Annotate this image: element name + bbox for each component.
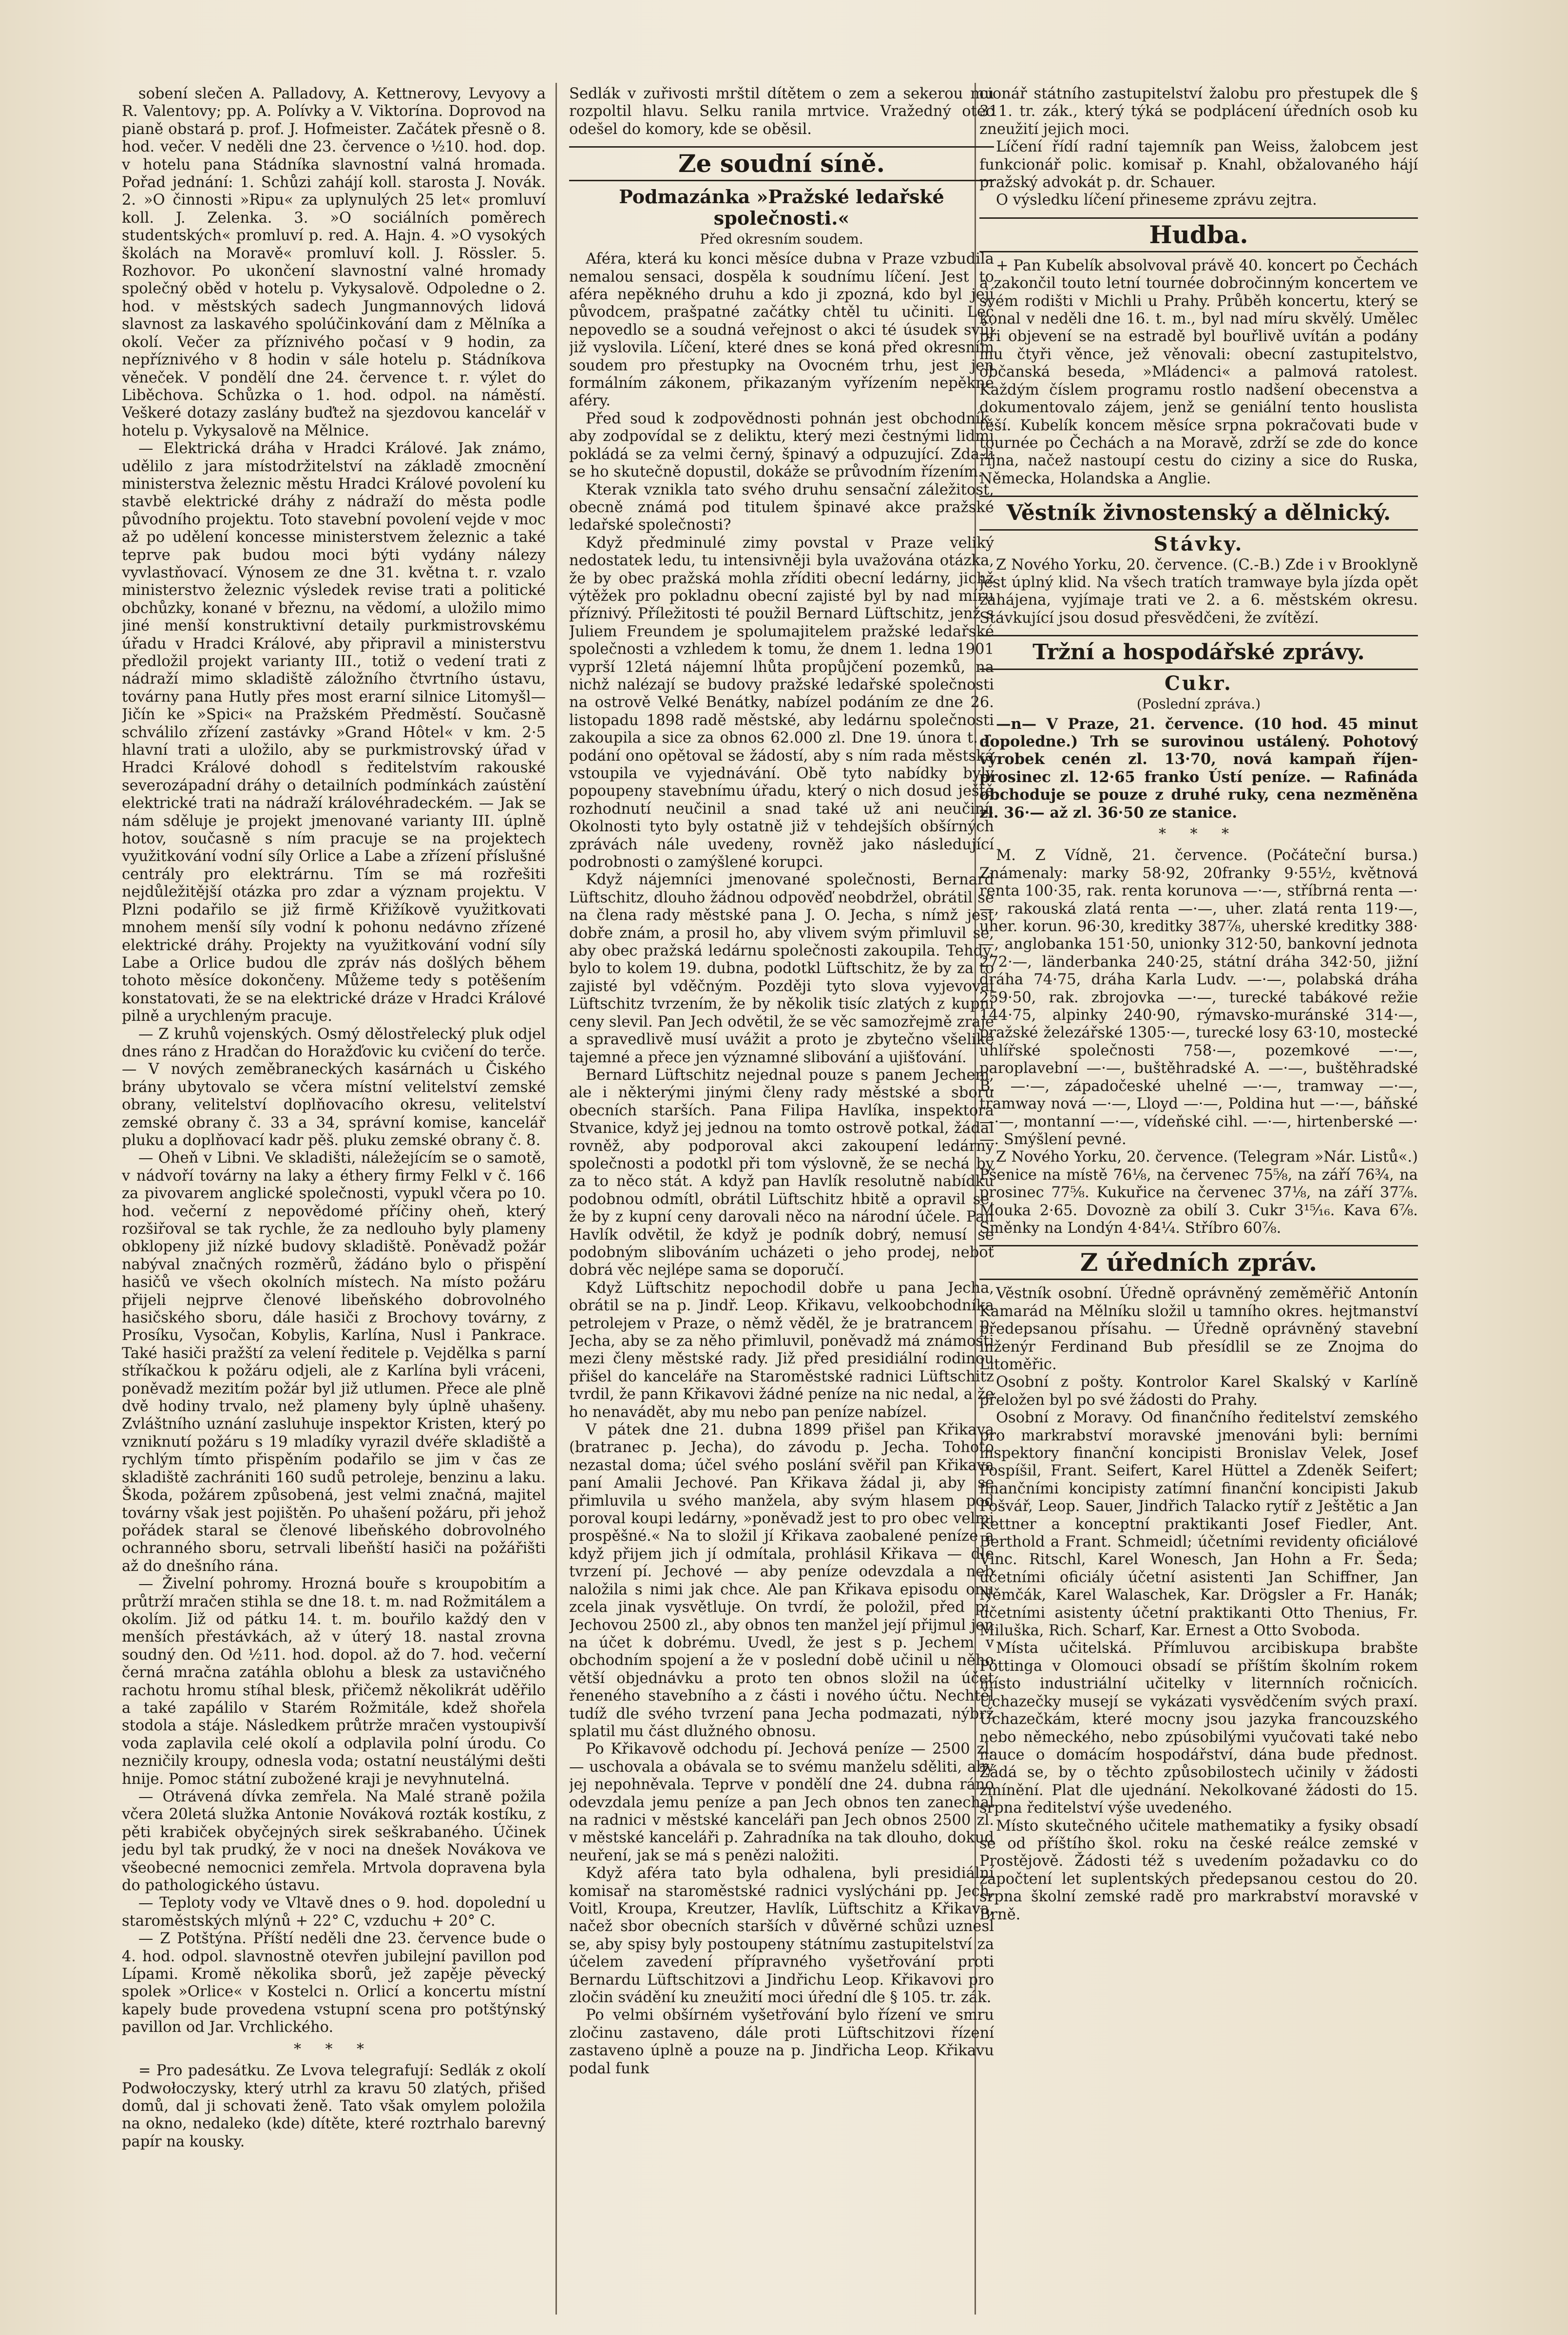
strikes-title: Stávky. xyxy=(1153,533,1244,556)
paragraph: Osobní z pošty. Kontrolor Karel Skalský v Karlíně přeložen byl po své žádosti do Prahy. xyxy=(979,1374,1418,1409)
paragraph: Když Lüftschitz nepochodil dobře u pana Jecha, obrátil se na p. Jindř. Leop. Křikavu, velkoobchodníka petrolejem v Praze, o němž věděl, že je bratrancem p. Jecha, aby se za něho přimluvil, poněvadž má známosti mezi členy městské rady. Již před presidiální rodinou přišel do kanceláře na Staroměstské radnici Lüftschitz tvrdil, že pann Křikavovi žádné peníze na nic nedal, a že ho nenavádět, aby mu nebo pan peníze nabízel. xyxy=(569,1279,994,1421)
paragraph: Z Nového Yorku, 20. července. (C.-B.) Zde i v Brooklyně jest úplný klid. Na všech tratích tramwaye byla jízda opět zahájena, vyjímaje trati ve 2. a 6. městském okresu. Stávkující jsou dosud přesvědčeni, že zvítězí. xyxy=(979,556,1418,627)
office-section-title: Z úředních zpráv. xyxy=(979,1245,1418,1280)
article-subtitle: Před okresním soudem. xyxy=(700,231,863,248)
paragraph: + Pan Kubelík absolvoval právě 40. koncert po Čechách a zakončil touto letní tournée dobročinným koncertem ve svém rodišti v Michli u Prahy. Průběh koncertu, který se konal v neděli dne 16. t. m., byl nad míru skvělý. Umělec při objevení se na estradě byl bouřlivě uvítán a podány mu čtyři věnce, jež věnovali: obecní zastupitelstvo, občanská beseda, »Mládenci« a palmová ratolest. Každým číslem programu rostlo nadšení obecenstva a dokumentovalo zájem, jenž se geniální tento houslista těší. Kubelík koncem měsíce srpna pokračovati bude v tournée po Čechách a na Moravě, zdrží se zde do konce října, načež nastoupí cestu do ciziny a sice do Ruska, Německa, Holandska a Anglie. xyxy=(979,257,1418,487)
separator-stars: * * * xyxy=(1158,825,1239,842)
paragraph: — Oheň v Libni. Ve skladišti, náležejícím se o samotě, v nádvoří továrny na laky a éthery firmy Felkl v č. 166 za pivovarem anglické společnosti, vypukl včera po 10. hod. večerní z nepovědomé příčiny oheň, který rozšiřoval se tak rychle, že za nedlouho byly plameny obklopeny již nízké budovy skladiště. Poněvadž požár nabýval značných rozměrů, žádáno bylo o přispění hasičů ve všech okolních místech. Na místo požáru přijeli nejprve členové libeňského dobrovolného hasičského sboru, dále hasiči z Brochovy továrny, z Prosíku, Vysočan, Kobylis, Karlína, Nusl i Pankrace. Také hasiči pražští za velení ředitele p. Vejdělka s parní stříkačkou k požáru odjeli, ale z Karlína byli vráceni, poněvadž mezitím požár byl již utlumen. Přece ale plně dvě hodiny trvalo, než plameny byly úplně uhašeny. Zvláštního uznání zasluhuje inspektor Kristen, který po vzniknutí požáru s 19 mladíky vyrazil dvéře skladiště a rychlým tímto přispěním podařilo se jim v čas ze skladiště zachrániti 160 sudů petroleje, benzinu a laku. Škoda, požárem způsobená, jest velmi značná, majitel továrny však jest pojištěn. Po uhašení požáru, při jehož pořádek staral se členové libeňského dobrovolného ochranného sboru, setrvali libeňští hasiči na požářišti až do dnešního rána. xyxy=(122,1149,546,1575)
paragraph: Z Nového Yorku, 20. července. (Telegram »Nár. Listů«.) Pšenice na místě 76⅛, na červenec 75⅝, na září 76¾, na prosinec 77⅝. Kukuřice na červenec 37⅛, na září 37⅞. Mouka 2·65. Dovoznè za obilí 3. Cukr 3¹⁵⁄₁₆. Kava 6⅞. Směnky na Londýn 4·84¼. Stříbro 60⅞. xyxy=(979,1148,1418,1237)
paragraph: —n— V Praze, 21. července. (10 hod. 45 minut dopoledne.) Trh se surovinou ustálený. Pohotový výrobek cenén zl. 13·70, nová kampaň říjen-prosinec zl. 12·65 franko Ústí peníze. — Rafináda obchoduje se pouze z druhé ruky, cena nezměněna zl. 36·— až zl. 36·50 ze stanice. xyxy=(979,715,1418,822)
market-section-title: Tržní a hospodářské zprávy. xyxy=(979,635,1418,670)
trade-section-title: Věstník živnostenský a dělnický. xyxy=(979,496,1418,531)
paragraph: Líčení řídí radní tajemník pan Weiss, žalobcem jest funkcionář polic. komisař p. Knahl, obžalovaného hájí pražský advokát p. dr. Schauer. xyxy=(979,138,1418,191)
paragraph: O výsledku líčení přineseme zprávu zejtra. xyxy=(996,191,1317,209)
paragraph: Když předminulé zimy povstal v Praze veliký nedostatek ledu, tu intensivněji byla uvažována otázka, že by obec pražská mohla zříditi obecní ledárny, jichž výtěžek pro pokladnu obecní zajisté byl by nad míru příznivý. Příležitosti té použil Bernard Lüftschitz, jenž s Juliem Freundem je spolumajitelem pražské ledařské společnosti a vzhledem k tomu, že dnem 1. ledna 1901 vyprší 12letá nájemní lhůta propůjčení pozemků, na nichž nalézají se budovy pražské ledařské společnosti na ostrově Velké Benátky, nabízel podáním ze dne 26. listopadu 1898 radě městské, aby ledárnu společnosti zakoupila a sice za obnos 62.000 zl. Dne 19. února t. r. podání ono opětoval se žádostí, aby s ním rada městská vstoupila ve vyjednávání. Obě tyto nabídky byly popoupeny stavebnímu úřadu, který o nich dosud ještě rozhodnutí neučinil a snad také už ani neučiní. Okolnosti tyto byly ostatně již v tehdejších obšírných zprávách nále uvedeny, rovněž jako následující podrobnosti o zamýšlené korupci. xyxy=(569,534,994,871)
section-title: Ze soudní síně. xyxy=(569,146,994,181)
paragraph: Sedlák v zuřivosti mrštil dítětem o zem a sekerou mu rozpoltil hlavu. Selku ranila mrtvice. Vražedný otec odešel do komory, kde se oběsil. xyxy=(569,85,994,138)
paragraph: cionář státního zastupitelství žalobu pro přestupek dle § 311. tr. zák., který týká se podplácení úředních osob ku zneužití jejich moci. xyxy=(979,85,1418,138)
paragraph: Když nájemníci jmenované společnosti, Bernard Lüftschitz, dlouho žádnou odpověď neobdržel, obrátil se na člena rady městské pana J. O. Jecha, s nímž jest dobře znám, a prosil ho, aby vlivem svým přimluvil se, aby obec pražská ledárnu společnosti zakoupila. Tehdy, bylo to kolem 19. dubna, podotkl Lüftschitz, že by za to zajisté byl vděčným. Později tyto slova vyjevoval Lüftschitz tvrzením, že by několik tisíc zlatých z kupní ceny slevil. Pan Jech odvětil, že se věc samozřejmě zraje a spravedlivě musí uvážit a proto je zbytečno všeliké tajemné a přece jen významné slibování a ujišťování. xyxy=(569,871,994,1066)
paragraph: V pátek dne 21. dubna 1899 přišel pan Křikava (bratranec p. Jecha), do závodu p. Jecha. Tohoto nezastal doma; účel svého poslání svěřil pan Křikava paní Amalii Jechové. Pan Křikava žádal ji, aby se přimluvila u svého manžela, aby svým hlasem pod poroval koupi ledárny, »poněvadž jest to pro obec velmi prospěšné.« Na to složil jí Křikava zaobalené peníze a když přijem jich jí odmítala, prohlásil Křikava — dle tvrzení pí. Jechové — aby peníze odevzdala a neb naložila s nimi jak chce. Ale pan Křikava episodu onu zcela jinak vysvětluje. On tvrdí, že položil, před pí. Jechovou 2500 zl., aby obnos ten manžel její přijmul jen na účet k dobrému. Uvedl, že jest s p. Jechem v obchodním spojení a že v poslední době učinil u něho větší objednávku a proto ten obnos složil na účet řeneného stavebního a z části i nového účtu. Nechtěl tudíž dle svého tvrzení pana Jecha podmazati, nýbrž splatil mu část dlužného obnosu. xyxy=(569,1421,994,1740)
separator-stars: * * * xyxy=(293,2040,374,2058)
column-2 xyxy=(569,85,994,2307)
paragraph: — Otrávená dívka zemřela. Na Malé straně požila včera 20letá služka Antonie Nováková rozták kostíku, z pěti krabiček obyčejných sirek seškrabaného. Účinek jedu byl tak prudký, že v noci na dnešek Novákova ve všeobecné nemocnici zemřela. Mrtvola dopravena byla do pathologického ústavu. xyxy=(122,1788,546,1895)
paragraph: Věstník osobní. Úředně oprávněný zeměměřič Antonín Kamarád na Mělníku složil u tamního okres. hejtmanství předepsanou přísahu. — Úředně oprávněný stavební inženýr Ferdinand Bub přesídlil se ze Znojma do Litoměřic. xyxy=(979,1285,1418,1373)
sugar-title: Cukr. xyxy=(1165,672,1233,695)
paragraph: — Elektrická dráha v Hradci Králové. Jak známo, udělilo z jara místodržitelství na základě zmocnění ministerstva železnic městu Hradci Králové povolení ku stavbě elektrické dráhy z nádraží do města podle původního projektu. Toto stavební povolení vejde v moc až po udělení koncesse ministerstvem železnic a také teprve pak budou moci býti vydány nálezy vyvlastňovací. Výnosem ze dne 31. května t. r. vzalo ministerstvo železnic výsledek revise trati a politické obchůzky, konané v březnu, na vědomí, a uložilo mimo jiné menší konstruktivní detaily purkmistrovskému úřadu v Hradci Králové, aby připravil a ministerstvu předložil projekt varianty III., totiž o vedení trati z nádraží mimo skladiště záložního čtvrtního ústavu, továrny pana Hutly přes most erarní silnice Litomyšl—Jičín ke »Spici« na Pražském Předměstí. Současně schválilo zřízení zastávky »Grand Hôtel« v km. 2·5 hlavní trati a uložilo, aby se purkmistrovský úřad v Hradci Králové dohodl s ředitelstvím rakouské severozápadní dráhy o detailních podmínkách zaústění elektrické trati na nádraží královéhradeckém. — Jak se nám sděluje je projekt jmenované varianty III. úplně hotov, současně s ním pracuje se na projektech využitkování vodní síly Orlice a Labe a zřízení příslušné centrály pro elektrárnu. Tím se má rozřešiti nejdůležitější otázka pro zdar a význam projektu. V Plzni podařilo se již firmě Křižíkově využitkovati mnohem menší síly vodní k pohonu nedávno zřízené elektrické dráhy. Projekty na využitkování vodní síly Labe a Orlice budou dle zpráv nás došlých během tohoto měsíce dokončeny. Můžeme tedy s potěšením konstatovati, že se na elektrické dráze v Hradci Králové pilně a urychleným pracuje. xyxy=(122,440,546,1025)
paragraph: — Z Potštýna. Příští neděli dne 23. července bude o 4. hod. odpol. slavnostně otevřen jubilejní pavillon pod Lípami. Kromě několika sborů, jež zapěje pěvecký spolek »Orlice« v Kostelci n. Orlicí a koncertu místní kapely bude provedena vstupní scena pro potštýnský pavillon od Jar. Vrchlického. xyxy=(122,1930,546,2036)
paragraph: Když aféra tato byla odhalena, byli presidiální komisař na staroměstské radnici vyslýcháni pp. Jech, Voitl, Kroupa, Kreutzer, Havlík, Lüftschitz a Křikava, načež sbor obecních starších v důvěrné schůzi uznesl se, aby spisy byly postoupeny státnímu zastupitelství za účelem zavedení přípravného vyšetřování proti Bernardu Lüftschitzovi a Jindřichu Leop. Křikavovi pro zločin svádění ku zneužití moci úřední dle § 105. tr. zák. xyxy=(569,1865,994,2007)
paragraph: sobení slečen A. Palladovy, A. Kettnerovy, Levyovy a R. Valentovy; pp. A. Polívky a V. Viktorína. Doprovod na pianě obstará p. prof. J. Hofmeister. Začátek přesně o 8. hod. večer. V neděli dne 23. července o ½10. hod. dop. v hotelu pana Stádníka slavnostní valná hromada. Pořad jednání: 1. Schůzi zahájí koll. starosta J. Novák. 2. »O činnosti »Ripu« za uplynulých 25 let« promluví koll. J. Zelenka. 3. »O sociálních poměrech studentských« promluví p. red. A. Hajn. 4. »O vysokých školách na Moravě« promluví koll. J. Rössler. 5. Rozhovor. Po ukončení slavnostní valné hromady společný oběd v hotelu p. Vykysalově. Odpoledne o 2. hod. v městských sadech Jungmannových lidová slavnost za laskavého spolúčinkování dam z Mělníka a okolí. Večer za příznivého počasí v 9 hodin, za nepříznivého v 8 hodin v sále hotelu p. Stádníkova věneček. V pondělí dne 24. července t. r. výlet do Liběchova. Schůzka o 1. hod. odpol. na náměstí. Veškeré dotazy zaslány buďtež na sjezdovou kancelář v hotelu p. Vykysalově na Mělnice. xyxy=(122,85,546,440)
music-section-title: Hudba. xyxy=(979,217,1418,252)
paragraph: Místo skutečného učitele mathematiky a fysiky obsadí se od příštího škol. roku na české reálce zemské v Prostějově. Žádosti též s uvedením požadavku co do započtení let suplentských předepsanou cestou do 20. srpna školní zemské radě pro markrabství moravské v Brně. xyxy=(979,1817,1418,1923)
article-title: Podmazánka »Pražské ledařské společnosti.« xyxy=(619,186,944,230)
paragraph: Po Křikavově odchodu pí. Jechová peníze — 2500 zl. — uschovala a obávala se to svému manželu sděliti, aby jej nepohněvala. Teprve v pondělí dne 24. dubna ráno odevzdala jemu peníze a pan Jech obnos ten zanechal na radnici v městské kanceláři pan Jech obnos 2500 zl. v městské kanceláři p. Zahradníka na tak dlouho, dokud neuření, jak se má s penězi naložiti. xyxy=(569,1741,994,1864)
sugar-subtitle: (Poslední zpráva.) xyxy=(1136,695,1261,712)
paragraph: M. Z Vídně, 21. července. (Počáteční bursa.) Známenaly: marky 58·92, 20franky 9·55½, květnová renta 100·35, rak. renta korunova —·—, stříbrná renta —·—, rakouská zlatá renta —·—, uher. zlatá renta 119·—, uher. korun. 96·30, kreditky 387⅞, uherské kreditky 388·—, anglobanka 151·50, unionky 312·50, bankovní jednota 272·—, länderbanka 240·25, státní dráha 342·50, jižní dráha 74·75, dráha Karla Ludv. —·—, polabská dráha 259·50, rak. zbrojovka —·—, turecké tabákové režie 144·75, alpinky 240·90, rýmavsko-muránské 314·—, pražské železářské 1305·—, turecké losy 63·10, mostecké uhlířské společnosti 758·—, pozemkové —·—, paroplavební —·—, buštěhradské A. —·—, buštěhradské B. —·—, západočeské uhelné —·—, tramway —·—, tramway nová —·—, Lloyd —·—, Poldina hut —·—, báňské —·—, montanní —·—, vídeňské cihl. —·—, hirtenberské —·—. Smýšlení pevné. xyxy=(979,847,1418,1148)
column-3 xyxy=(979,85,1418,2307)
paragraph: = Pro padesátku. Ze Lvova telegrafují: Sedlák z okolí Podwołoczysky, který utrhl za kravu 50 zlatých, přišed domů, dal ji schovati ženě. Tato však omylem položila na okno, nedaleko (kde) dítěte, které roztrhalo barevný papír na kousky. xyxy=(122,2062,546,2150)
paragraph: Bernard Lüftschitz nejednal pouze s panem Jechem, ale i některými jinými členy rady městské a sboru obecních starších. Pana Filipa Havlíka, inspektora Stvanice, když jej jednou na tomto ostrově potkal, žádal rovněž, aby podporoval akci zakoupení ledárny společnosti a podotkl při tom výslovně, že se nechá by za to něco stát. A když pan Havlík resolutně nabídku podobnou odmítl, obrátil Lüftschitz hbitě a opravil se, že by z kupní ceny darovali něco na národní účele. Pan Havlík odvětil, že když je podník dobrý, nemusí se podobným slibováním ucházeti o jeho prodej, neboť dobrá věc nejlépe sama se doporučí. xyxy=(569,1066,994,1279)
paragraph: Aféra, která ku konci měsíce dubna v Praze vzbudila nemalou sensaci, dospěla k soudnímu líčení. Jest to aféra nepěkného druhu a kdo ji zpozná, kdo byl její původcem, prašpatné začátky chtěl tu učiniti. Leč nepovedlo se a soudná veřejnost o akci té úsudek svůj již vyslovila. Líčení, které dnes se koná před okresním soudem pro přestupky na Ovocném trhu, jest jen formálním zákonem, přikazaným vyřízením nepěkné aféry. xyxy=(569,250,994,410)
column-rule xyxy=(555,83,557,2315)
column-1 xyxy=(122,85,546,2307)
paragraph: Kterak vznikla tato svého druhu sensační záležitost, obecně známá pod titulem špinavé akce pražské ledařské společnosti? xyxy=(569,481,994,534)
paragraph: — Živelní pohromy. Hrozná bouře s kroupobitím a průtrží mračen stihla se dne 18. t. m. nad Rožmitálem a okolím. Již od pátku 14. t. m. bouřilo každý den v menších přestávkách, až v úterý 18. nastal zrovna soudný den. Od ½11. hod. dopol. až do 7. hod. večerní černá mračna zatáhla oblohu a blesk za ustavičného rachotu hromu stíhal blesk, přičemž několikrát uděřilo a také zapálilo v Starém Rožmitále, kdež shořela stodola a stáje. Následkem průtrže mračen vystoupivší voda zaplavila celé okolí a odplavila polní úrodu. Co nezničily kroupy, odnesla voda; ostatní neustálými dešti hnije. Pomoc státní zubožené kraji je nevyhnutelná. xyxy=(122,1575,546,1788)
paragraph: Před soud k zodpovědnosti pohnán jest obchodník, aby zodpovídal se z deliktu, který mezi čestnými lidmi pokládá se za velmi černý, špinavý a odpuzující. Zda-li se ho skutečně dopustil, dokáže se průvodním řízením. xyxy=(569,410,994,481)
paragraph: — Z kruhů vojenských. Osmý dělostřelecký pluk odjel dnes ráno z Hradčan do Horažďovic ku cvičení do terče. — V nových zeměbraneckých kasárnách u Čiského brány ubytovalo se včera místní velitelství zemské obrany, velitelství doplňovacího okresu, velitelství zemské obrany č. 33 a 34, správní komise, kancelář pluku a doplňovací kadr pěš. pluku zemské obrany č. 8. xyxy=(122,1025,546,1149)
paragraph: — Teploty vody ve Vltavě dnes o 9. hod. dopolední u staroměstských mlýnů + 22° C, vzduchu + 20° C. xyxy=(122,1895,546,1930)
paragraph: Místa učitelská. Přímluvou arcibiskupa brabšte Pöttinga v Olomouci obsadí se příštím školním rokem místo industriální učitelky v liternních ročnicích. Uchazečky musejí se vykázati vysvědčením svých praxí. Uchazečkám, které mocny jsou jazyka francouzského nebo německého, nebo zpúsobilými vyučovati také nebo nauce o domácím hospodářství, dána bude přednost. Žádá se, by o těchto způsobilostech učinily v žádosti zmínění. Plat dle ujednání. Nekolkované žádosti do 15. srpna ředitelství výše uvedeného. xyxy=(979,1640,1418,1817)
paragraph: Po velmi obšírném vyšetřování bylo řízení ve smru zločinu zastaveno, dále proti Lüftschitzovi řízení zastaveno úplně a pouze na p. Jindřicha Leop. Křikavu podal funk xyxy=(569,2007,994,2077)
paragraph: Osobní z Moravy. Od finančního ředitelství zemského pro markrabství moravské jmenováni byli: berními inspektory finanční koncipisti Bronislav Velek, Josef Pospíšil, Frant. Seifert, Karel Hüttel a Zdeněk Seifert; finančními koncipisty zatímní finanční koncipisti Jakub Pošvář, Leop. Sauer, Jindřich Talacko rytíř z Ještětic a Jan Kettner a konceptní praktikanti Josef Fiedler, Ant. Berthold a Frant. Schmeidl; účetními revidenty oficiálové Vinc. Ritschl, Karel Wonesch, Jan Hohn a Fr. Šeda; účetními oficiály účetní asistenti Jan Schiffner, Jan Němčák, Karel Walaschek, Kar. Drögsler a Fr. Hanák; účetními asistenty účetní praktikanti Otto Thenius, Fr. Miluška, Rich. Scharf, Kar. Ernest a Otto Svoboda. xyxy=(979,1409,1418,1640)
